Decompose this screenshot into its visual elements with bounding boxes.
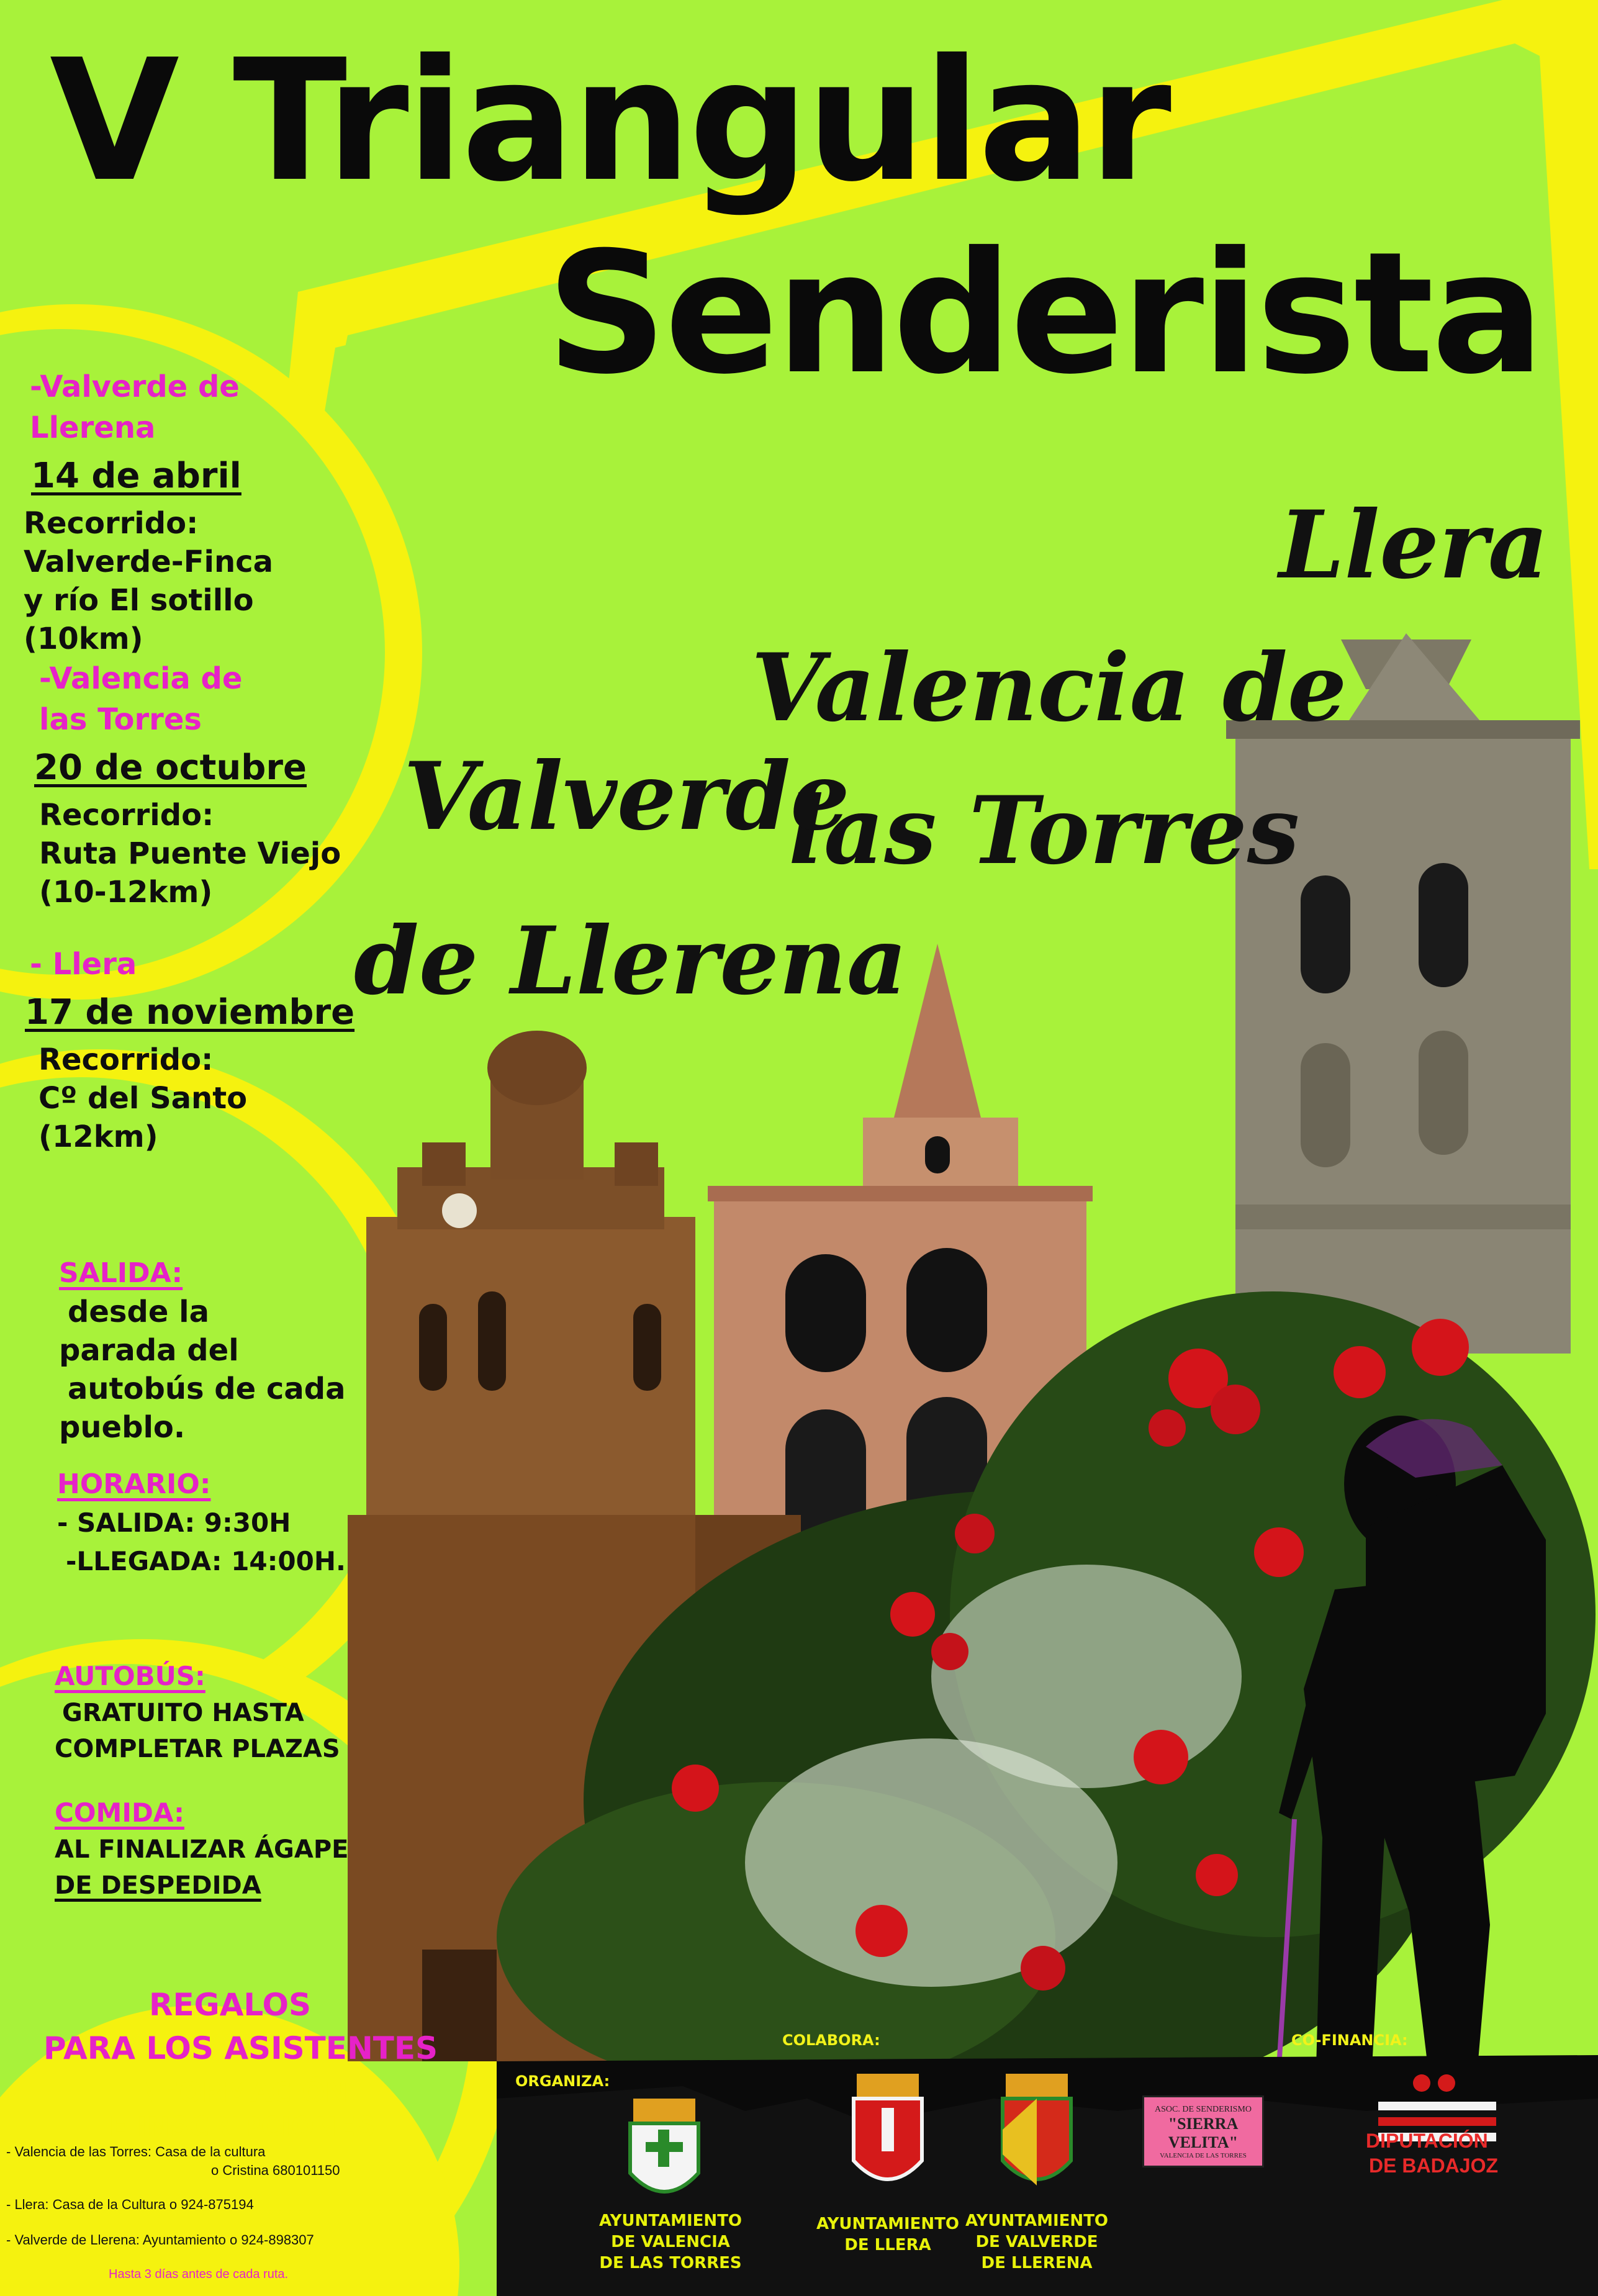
diputacion-line-1: DIPUTACIÓN — [1366, 2130, 1488, 2152]
comida-line-1: AL FINALIZAR ÁGAPE — [55, 1835, 349, 1864]
place-valverde-line-1: Valverde — [404, 742, 850, 851]
logo-valencia-caption — [584, 2210, 757, 2274]
info-heading-1: INFORMACIÓN — [127, 2077, 348, 2108]
caption-line: DE LLERA — [844, 2236, 931, 2254]
info-note: Hasta 3 días antes de cada ruta. — [109, 2267, 289, 2281]
caption-line: AYUNTAMIENTO — [598, 2212, 743, 2230]
route-town-line-1: -Valencia de — [39, 661, 243, 696]
regalos-line-2: PARA LOS ASISTENTES — [43, 2030, 438, 2066]
info-contact-valencia: - Valencia de las Torres: Casa de la cultura — [6, 2144, 266, 2159]
autobus-block — [55, 1658, 402, 1767]
route-detail-2: y río El sotillo (10km) — [24, 583, 254, 656]
autobus-label: AUTOBÚS: — [55, 1661, 205, 1691]
place-valencia-line-1: Valencia de — [751, 633, 1347, 743]
route-label: Recorrido: — [38, 1042, 214, 1077]
diputacion-line-2: DE BADAJOZ — [1369, 2154, 1499, 2177]
logo-valverde-caption — [956, 2210, 1117, 2274]
route-label: Recorrido: — [24, 506, 199, 541]
coat-of-arms-valencia — [630, 2099, 698, 2192]
route-llera — [25, 944, 372, 1156]
title-line-1: V Triangular — [50, 23, 1169, 219]
route-valverde — [24, 366, 359, 658]
route-detail-2: (12km) — [38, 1119, 158, 1154]
caption-line: DE LAS TORRES — [599, 2254, 742, 2272]
route-town-line-2: Llerena — [30, 410, 156, 445]
coat-of-arms-valverde — [1003, 2074, 1071, 2185]
comida-block — [55, 1794, 402, 1904]
coat-of-arms-llera — [854, 2074, 922, 2179]
salida-line-1: desde la — [68, 1295, 209, 1329]
comida-line-2: DE DESPEDIDA — [55, 1871, 261, 1900]
colabora-label: COLABORA: — [782, 2032, 880, 2049]
salida-label: SALIDA: — [59, 1257, 183, 1289]
route-town-line-1: - Llera — [30, 947, 137, 982]
badge-line-3: VALENCIA DE LAS TORRES — [1160, 2152, 1247, 2159]
route-date: 20 de octubre — [34, 748, 307, 788]
logo-llera-caption — [807, 2213, 968, 2256]
horario-label: HORARIO: — [57, 1468, 211, 1500]
info-contact-valverde: - Valverde de Llerena: Ayuntamiento o 924-898307 — [6, 2232, 314, 2248]
place-valencia-line-2: las Torres — [788, 776, 1300, 885]
info-contact-valencia-2: o Cristina 680101150 — [211, 2163, 340, 2178]
title-line-2: Senderista — [546, 215, 1542, 411]
horario-block — [57, 1465, 380, 1581]
sierra-velita-badge — [1142, 2095, 1264, 2167]
caption-line: AYUNTAMIENTO — [816, 2215, 960, 2233]
route-detail-1: Ruta Puente Viejo — [39, 836, 341, 871]
info-contact-llera: - Llera: Casa de la Cultura o 924-875194 — [6, 2197, 254, 2212]
organiza-label: ORGANIZA: — [515, 2072, 610, 2090]
salida-line-3: autobús de cada — [68, 1372, 346, 1406]
route-detail-2: (10-12km) — [39, 875, 213, 910]
route-detail-1: Valverde-Finca — [24, 545, 273, 579]
place-llera: Llera — [1279, 490, 1549, 600]
caption-line: DE LLERENA — [981, 2254, 1093, 2272]
cofinancia-label: CO-FINANCIA: — [1291, 2032, 1408, 2049]
route-label: Recorrido: — [39, 798, 214, 833]
caption-line: DE VALVERDE — [975, 2233, 1098, 2251]
place-valverde-line-2: de Llerena — [354, 906, 908, 1016]
horario-line-1: - SALIDA: 9:30H — [57, 1507, 291, 1538]
route-date: 14 de abril — [31, 456, 242, 496]
comida-label: COMIDA: — [55, 1797, 184, 1828]
caption-line: AYUNTAMIENTO — [965, 2212, 1109, 2230]
autobus-line-1: GRATUITO HASTA — [62, 1699, 304, 1727]
badge-line-1: ASOC. DE SENDERISMO — [1155, 2105, 1252, 2114]
autobus-line-2: COMPLETAR PLAZAS — [55, 1735, 340, 1763]
route-date: 17 de noviembre — [25, 992, 355, 1033]
horario-line-2: -LLEGADA: 14:00H. — [66, 1546, 346, 1576]
badge-line-2: "SIERRA VELITA" — [1168, 2115, 1239, 2151]
route-valencia — [34, 658, 369, 911]
route-town-line-1: -Valverde de — [30, 369, 240, 404]
salida-line-4: pueblo. — [59, 1410, 186, 1445]
route-town-line-2: las Torres — [39, 702, 202, 737]
salida-block — [59, 1254, 369, 1447]
salida-line-2: parada del — [59, 1333, 239, 1368]
route-detail-1: Cº del Santo — [38, 1081, 248, 1116]
info-heading-2: E INSCRIPCIONES — [109, 2111, 376, 2143]
caption-line: DE VALENCIA — [611, 2233, 730, 2251]
regalos-line-1: REGALOS — [149, 1987, 311, 2023]
